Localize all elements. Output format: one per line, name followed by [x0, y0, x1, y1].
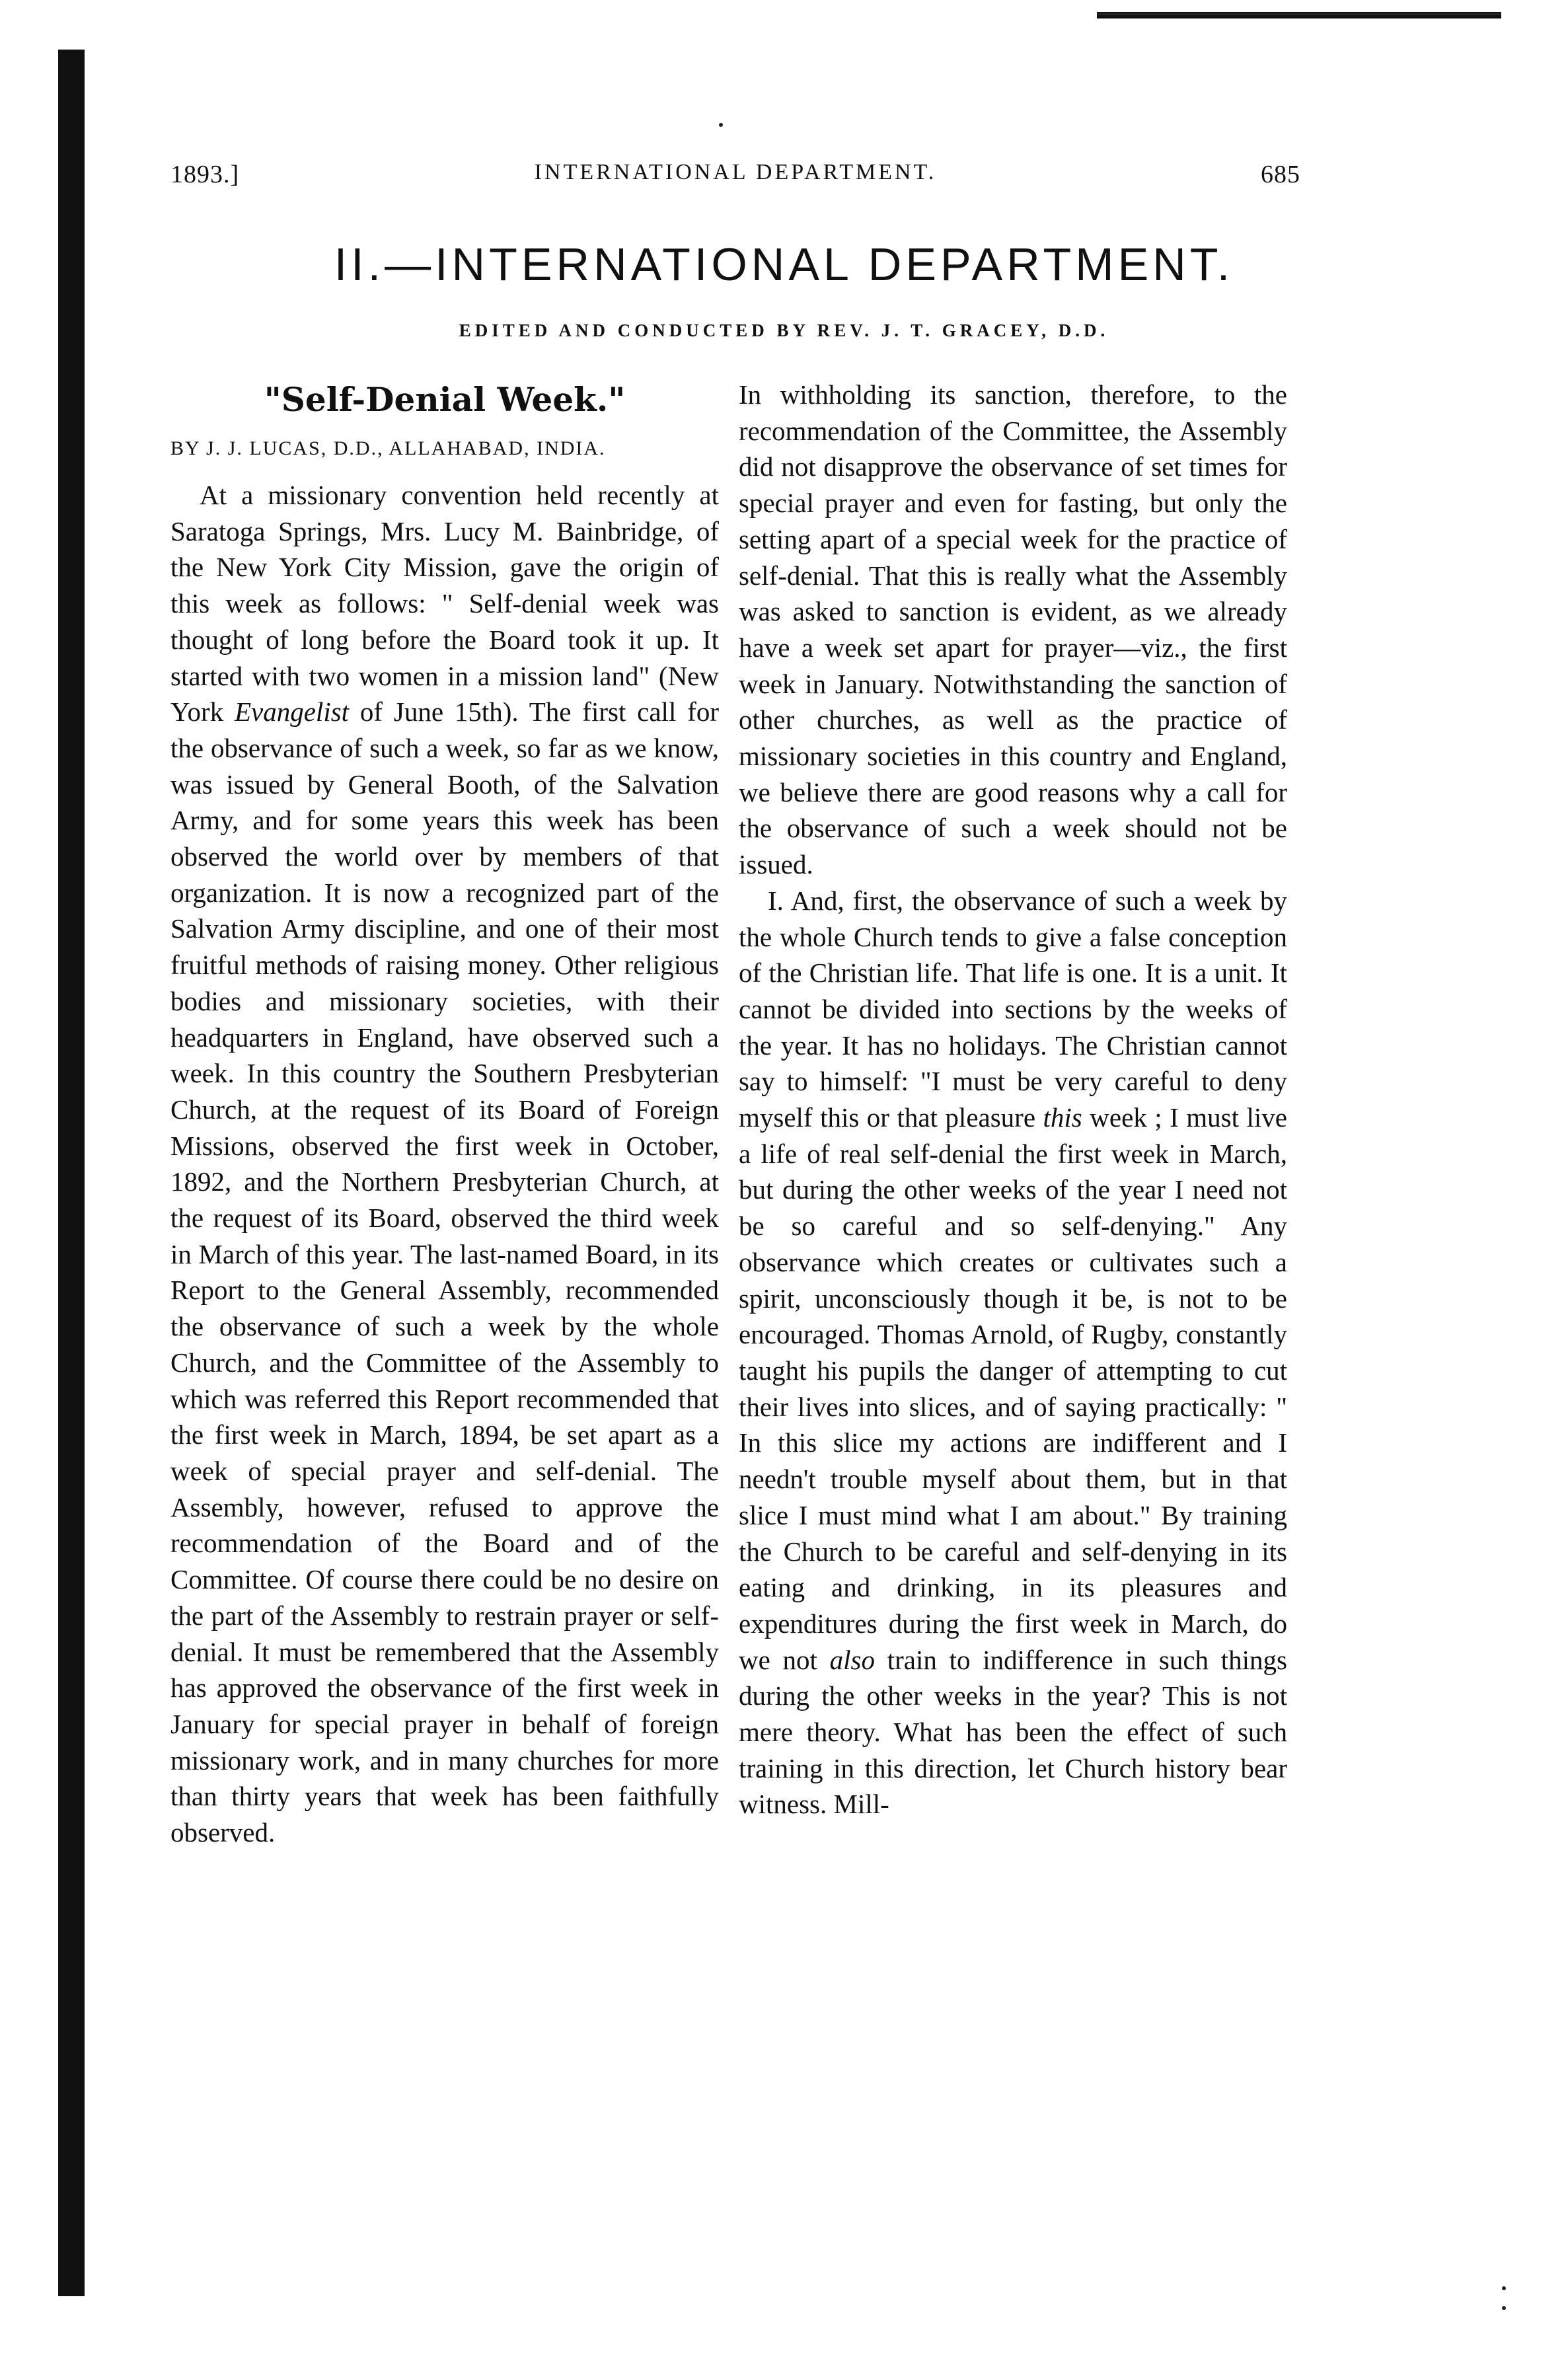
paragraph-text: I. And, first, the observance of such a week by the whole Church tends to give a false conception of the Christian life. That life is one. It is a unit. It cannot be divided into sections by the weeks of the year. It has no holidays. The Christian cannot say to himself: "I must be very careful to deny myself this or that pleasure — [739, 885, 1287, 1133]
editor-line: EDITED AND CONDUCTED BY REV. J. T. GRACEY, D.D. — [459, 320, 1109, 340]
paragraph — [170, 477, 719, 1851]
article-byline: BY J. J. LUCAS, D.D., ALLAHABAD, INDIA. — [170, 437, 606, 459]
right-column — [739, 377, 1287, 1822]
italic-text: also — [829, 1644, 876, 1675]
top-edge-rule — [1097, 12, 1501, 19]
paragraph: In withholding its sanction, therefore, to the recommendation of the Committee, the Assembly did not disapprove the observance of set times for special prayer and even for fasting, but only the setting apart of a special week for the practice of self-denial. That this is really what the Assembly was asked to sanction is evident, as we already have a week set apart for prayer—viz., the first week in January. Notwithstanding the sanction of other churches, as well as the practice of missionary societies in this country and England, we believe there are good reasons why a call for the observance of such a week should not be issued. — [739, 379, 1287, 880]
paragraph-text: train to indifference in such things during the other weeks in the year? This is not mere theory. What has been the effect of such training in this direction, let Church history bear witness. Mill- — [739, 1644, 1287, 1820]
left-column — [170, 377, 719, 1851]
paragraph-text: of June 15th). The first call for the observance of such a week, so far as we know, was issued by General Booth, of the Salvation Army, and for some years this week has been observed the world over by members of that organization. It is now a recognized part of the Salvation Army discipline, and one of their most fruitful methods of raising money. Other religious bodies and missionary societies, with their headquarters in England, have observed such a week. In this country the Southern Presbyterian Church, at the request of its Board of Foreign Missions, observed the first week in October, 1892, and the Northern Presbyterian Church, at the request of its Board, observed the third week in March of this year. The last-named Board, in its Report to the General Assembly, recommended the observance of such a week by the whole Church, and the Committee of the Assembly to which was referred this Report recommended that the first week in March, 1894, be set apart as a week of special prayer and self-denial. The Assembly, however, refused to approve the recommendation of the Board and of the Committee. Of course there could be no desire on the part of the Assembly to restrain prayer or self-denial. It must be remembered that the Assembly has approved the observance of the first week in January for special prayer in behalf of foreign missionary work, and in many churches for more than thirty years that week has been faithfully observed. — [170, 696, 719, 1848]
paragraph-text: week ; I must live a life of real self-denial the first week in March, but during the other weeks of the year I need not be so careful and so self-denying." Any observance which creates or cultivates such a spirit, unconsciously though it be, is not to be encouraged. Thomas Arnold, of Rugby, constantly taught his pupils the danger of attempting to cut their lives into slices, and of saying practically: " In this slice my actions are indifferent and I needn't trouble myself about them, but in that slice I must mind what I am about." By training the Church to be careful and self-denying in its eating and drinking, in its pleasures and expenditures during the first week in March, do we not — [739, 1102, 1287, 1675]
italic-text: this — [1043, 1102, 1082, 1133]
paragraph — [739, 883, 1287, 1822]
header-year: 1893.] — [170, 161, 240, 188]
article-title: "Self-Denial Week." — [264, 380, 626, 419]
speck-mark — [1502, 2286, 1506, 2290]
speck-mark — [1502, 2306, 1506, 2310]
running-title: INTERNATIONAL DEPARTMENT. — [534, 160, 937, 184]
page-number: 685 — [1261, 161, 1300, 188]
paragraph-text: At a missionary convention held recently at Saratoga Springs, Mrs. Lucy M. Bainbridge, of the New York City Mission, gave the origin of this week as follows: " Self-denial week was thought of long before the Board took it up. It started with two women in a mission land" (New York — [170, 480, 719, 728]
section-title: II.—INTERNATIONAL DEPARTMENT. — [334, 239, 1234, 290]
speck-mark — [719, 123, 723, 127]
italic-text: Evangelist — [234, 696, 350, 728]
binding-shadow — [58, 50, 85, 2296]
running-header — [170, 160, 1300, 200]
